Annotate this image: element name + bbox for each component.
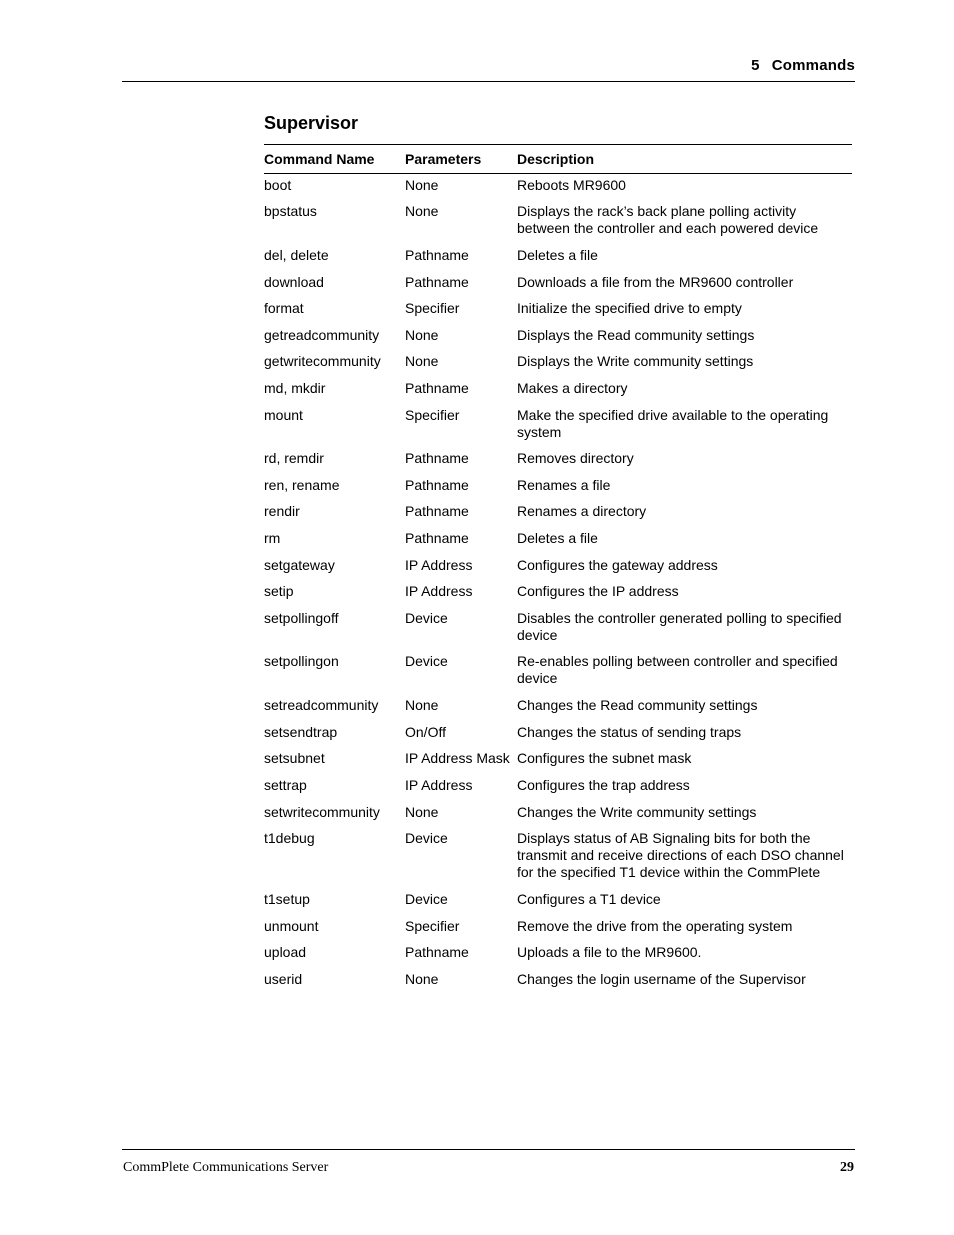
table-row <box>264 944 852 961</box>
command-cell: rendir <box>264 503 300 519</box>
command-cell: ren, rename <box>264 477 340 493</box>
parameters-cell: On/Off <box>405 724 446 740</box>
parameters-cell: Pathname <box>405 944 469 960</box>
parameters-cell: None <box>405 804 439 820</box>
command-cell: unmount <box>264 918 319 934</box>
description-cell: Removes directory <box>517 450 634 466</box>
parameters-cell: Device <box>405 610 448 626</box>
parameters-cell: None <box>405 353 439 369</box>
description-cell: Configures the subnet mask <box>517 750 692 766</box>
table-row <box>264 750 852 767</box>
description-cell: Renames a directory <box>517 503 647 519</box>
description-cell: Displays status of AB Signaling bits for both the transmit and receive directions of each DSO channel for the specified T1 device within the CommPlete <box>517 830 844 880</box>
command-cell: setgateway <box>264 557 335 573</box>
column-header-command: Command Name <box>264 151 375 167</box>
command-cell: download <box>264 274 324 290</box>
table-row <box>264 653 852 687</box>
table-row <box>264 918 852 935</box>
parameters-cell: None <box>405 327 439 343</box>
description-cell: Initialize the specified drive to empty <box>517 300 742 316</box>
parameters-cell: Pathname <box>405 477 469 493</box>
commands-table <box>264 144 852 987</box>
table-row <box>264 891 852 908</box>
chapter-title: Commands <box>771 57 855 74</box>
description-cell: Changes the status of sending traps <box>517 724 742 740</box>
parameters-cell: Pathname <box>405 450 469 466</box>
command-cell: boot <box>264 177 292 193</box>
table-row <box>264 804 852 821</box>
table-row <box>264 353 852 370</box>
running-header <box>122 57 855 74</box>
table-row <box>264 971 852 988</box>
command-cell: setsendtrap <box>264 724 338 740</box>
command-cell: setwritecommunity <box>264 804 380 820</box>
description-cell: Configures the IP address <box>517 583 679 599</box>
footer-divider <box>122 1149 855 1150</box>
command-cell: t1setup <box>264 891 310 907</box>
table-row <box>264 697 852 714</box>
table-row <box>264 777 852 794</box>
parameters-cell: IP Address Mask <box>405 750 510 766</box>
command-cell: getreadcommunity <box>264 327 380 343</box>
parameters-cell: None <box>405 697 439 713</box>
command-cell: userid <box>264 971 303 987</box>
section-title: Supervisor <box>264 113 359 133</box>
description-cell: Deletes a file <box>517 247 598 263</box>
description-cell: Changes the login username of the Supervisor <box>517 971 806 987</box>
table-row <box>264 380 852 397</box>
command-cell: bpstatus <box>264 203 317 219</box>
description-cell: Displays the Write community settings <box>517 353 754 369</box>
table-row <box>264 203 852 237</box>
parameters-cell: Pathname <box>405 274 469 290</box>
description-cell: Re-enables polling between controller and specified device <box>517 653 838 686</box>
parameters-cell: None <box>405 971 439 987</box>
description-cell: Configures the trap address <box>517 777 690 793</box>
parameters-cell: IP Address <box>405 777 473 793</box>
command-cell: setsubnet <box>264 750 325 766</box>
description-cell: Deletes a file <box>517 530 598 546</box>
description-cell: Downloads a file from the MR9600 controller <box>517 274 794 290</box>
description-cell: Reboots MR9600 <box>517 177 626 193</box>
page-number: 29 <box>840 1160 854 1175</box>
table-row <box>264 177 852 194</box>
column-header-description: Description <box>517 151 595 167</box>
command-cell: setip <box>264 583 294 599</box>
command-cell: md, mkdir <box>264 380 326 396</box>
description-cell: Changes the Read community settings <box>517 697 758 713</box>
table-row <box>264 583 852 600</box>
command-cell: setpollingoff <box>264 610 339 626</box>
description-cell: Displays the Read community settings <box>517 327 755 343</box>
description-cell: Renames a file <box>517 477 611 493</box>
description-cell: Configures a T1 device <box>517 891 661 907</box>
parameters-cell: Device <box>405 653 448 669</box>
description-cell: Disables the controller generated polling to specified device <box>517 610 842 643</box>
parameters-cell: Specifier <box>405 918 460 934</box>
command-cell: getwritecommunity <box>264 353 381 369</box>
table-header-row <box>264 144 852 174</box>
parameters-cell: Device <box>405 891 448 907</box>
command-cell: del, delete <box>264 247 329 263</box>
command-cell: rm <box>264 530 281 546</box>
command-cell: upload <box>264 944 307 960</box>
description-cell: Displays the rack’s back plane polling activity between the controller and each powered device <box>517 203 819 236</box>
column-header-parameters: Parameters <box>405 151 482 167</box>
parameters-cell: Pathname <box>405 247 469 263</box>
parameters-cell: None <box>405 177 439 193</box>
chapter-number: 5 <box>751 57 760 74</box>
command-cell: settrap <box>264 777 307 793</box>
table-row <box>264 530 852 547</box>
table-row <box>264 300 852 317</box>
header-divider <box>122 81 855 82</box>
parameters-cell: Device <box>405 830 448 846</box>
table-row <box>264 830 852 881</box>
parameters-cell: Specifier <box>405 407 460 423</box>
table-row <box>264 724 852 741</box>
table-row <box>264 557 852 574</box>
command-cell: setreadcommunity <box>264 697 379 713</box>
command-cell: t1debug <box>264 830 315 846</box>
description-cell: Uploads a file to the MR9600. <box>517 944 702 960</box>
parameters-cell: IP Address <box>405 557 473 573</box>
footer-title: CommPlete Communications Server <box>123 1160 329 1175</box>
table-row <box>264 247 852 264</box>
table-row <box>264 450 852 467</box>
parameters-cell: None <box>405 203 439 219</box>
parameters-cell: Pathname <box>405 380 469 396</box>
description-cell: Configures the gateway address <box>517 557 718 573</box>
description-cell: Changes the Write community settings <box>517 804 757 820</box>
table-row <box>264 477 852 494</box>
parameters-cell: IP Address <box>405 583 473 599</box>
command-cell: rd, remdir <box>264 450 324 466</box>
parameters-cell: Specifier <box>405 300 460 316</box>
description-cell: Makes a directory <box>517 380 628 396</box>
table-row <box>264 610 852 644</box>
command-cell: format <box>264 300 304 316</box>
table-row <box>264 327 852 344</box>
command-cell: mount <box>264 407 303 423</box>
parameters-cell: Pathname <box>405 503 469 519</box>
table-row <box>264 503 852 520</box>
command-cell: setpollingon <box>264 653 339 669</box>
table-row <box>264 407 852 441</box>
description-cell: Remove the drive from the operating system <box>517 918 793 934</box>
description-cell: Make the specified drive available to the operating system <box>517 407 829 440</box>
parameters-cell: Pathname <box>405 530 469 546</box>
table-row <box>264 274 852 291</box>
